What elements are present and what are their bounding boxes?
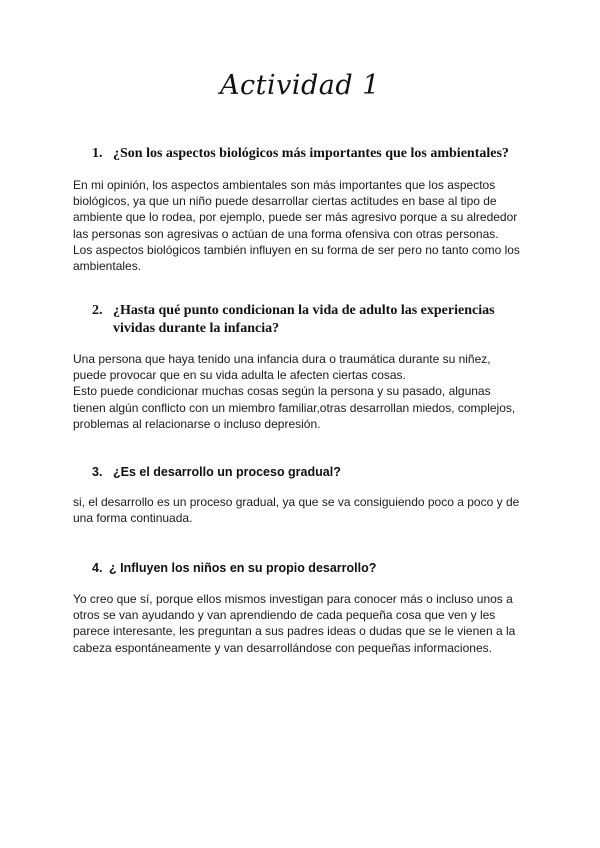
question-1-text: ¿Son los aspectos biológicos más importantes que los ambientales?	[113, 146, 509, 161]
question-4-text: ¿ Influyen los niños en su propio desarrollo?	[109, 561, 377, 575]
answer-1-line: ambientales.	[73, 259, 142, 274]
question-2-number: 2.	[92, 303, 103, 318]
answer-1-line: las personas son agresivas o actúan de una forma ofensiva con otras personas.	[73, 226, 499, 241]
answer-1	[73, 177, 543, 274]
answer-4-line: otros se van ayudando y van aprendiendo de cada pequeña cosa que ven y les	[73, 608, 496, 623]
page-title: Actividad 1	[220, 70, 380, 101]
question-1-number: 1.	[92, 146, 103, 161]
answer-3-line: si, el desarrollo es un proceso gradual, ya que se va consiguiendo poco a poco y de	[73, 495, 520, 509]
answer-2-line: Esto puede condicionar muchas cosas según la persona y su pasado, algunas	[73, 384, 491, 399]
answer-2-line: tienen algún conflicto con un miembro familiar,otras desarrollan miedos, complejos,	[73, 400, 516, 415]
answer-3-line: una forma continuada.	[73, 511, 193, 526]
answer-4-line: cabeza espontáneamente y van desarrollándose con pequeñas informaciones.	[73, 640, 492, 655]
answer-4-line: Yo creo que sí, porque ellos mismos investigan para conocer más o incluso unos a	[73, 592, 513, 606]
question-3-number: 3.	[92, 465, 103, 479]
question-3-text: ¿Es el desarrollo un proceso gradual?	[113, 465, 341, 479]
answer-2	[73, 351, 543, 432]
answer-1-line: En mi opinión, los aspectos ambientales son más importantes que los aspectos	[73, 178, 496, 192]
answer-4-line: parece interesante, les preguntan a sus padres ideas o dudas que se le vienen a la	[73, 624, 516, 639]
answer-1-line: ambiente que lo rodea, por ejemplo, puede ser más agresivo porque a su alrededor	[73, 210, 518, 225]
answer-3	[73, 494, 543, 526]
answer-2-line: Una persona que haya tenido una infancia dura o traumática durante su niñez,	[73, 352, 491, 366]
answer-2-line: problemas al relacionarse o incluso depresión.	[73, 416, 321, 431]
question-2-text-line-1: ¿Hasta qué punto condicionan la vida de adulto las experiencias	[113, 303, 495, 318]
answer-1-line: Los aspectos biológicos también influyen en su forma de ser pero no tanto como los	[73, 242, 520, 257]
answer-1-line: biológicos, ya que un niño puede desarrollar ciertas actitudes en base al tipo de	[73, 194, 497, 209]
answer-2-line: puede provocar que en su vida adulta le afecten ciertas cosas.	[73, 368, 406, 383]
question-4-number: 4.	[92, 561, 103, 575]
answer-4	[73, 591, 543, 656]
question-2-text-line-2: vividas durante la infancia?	[113, 321, 280, 336]
